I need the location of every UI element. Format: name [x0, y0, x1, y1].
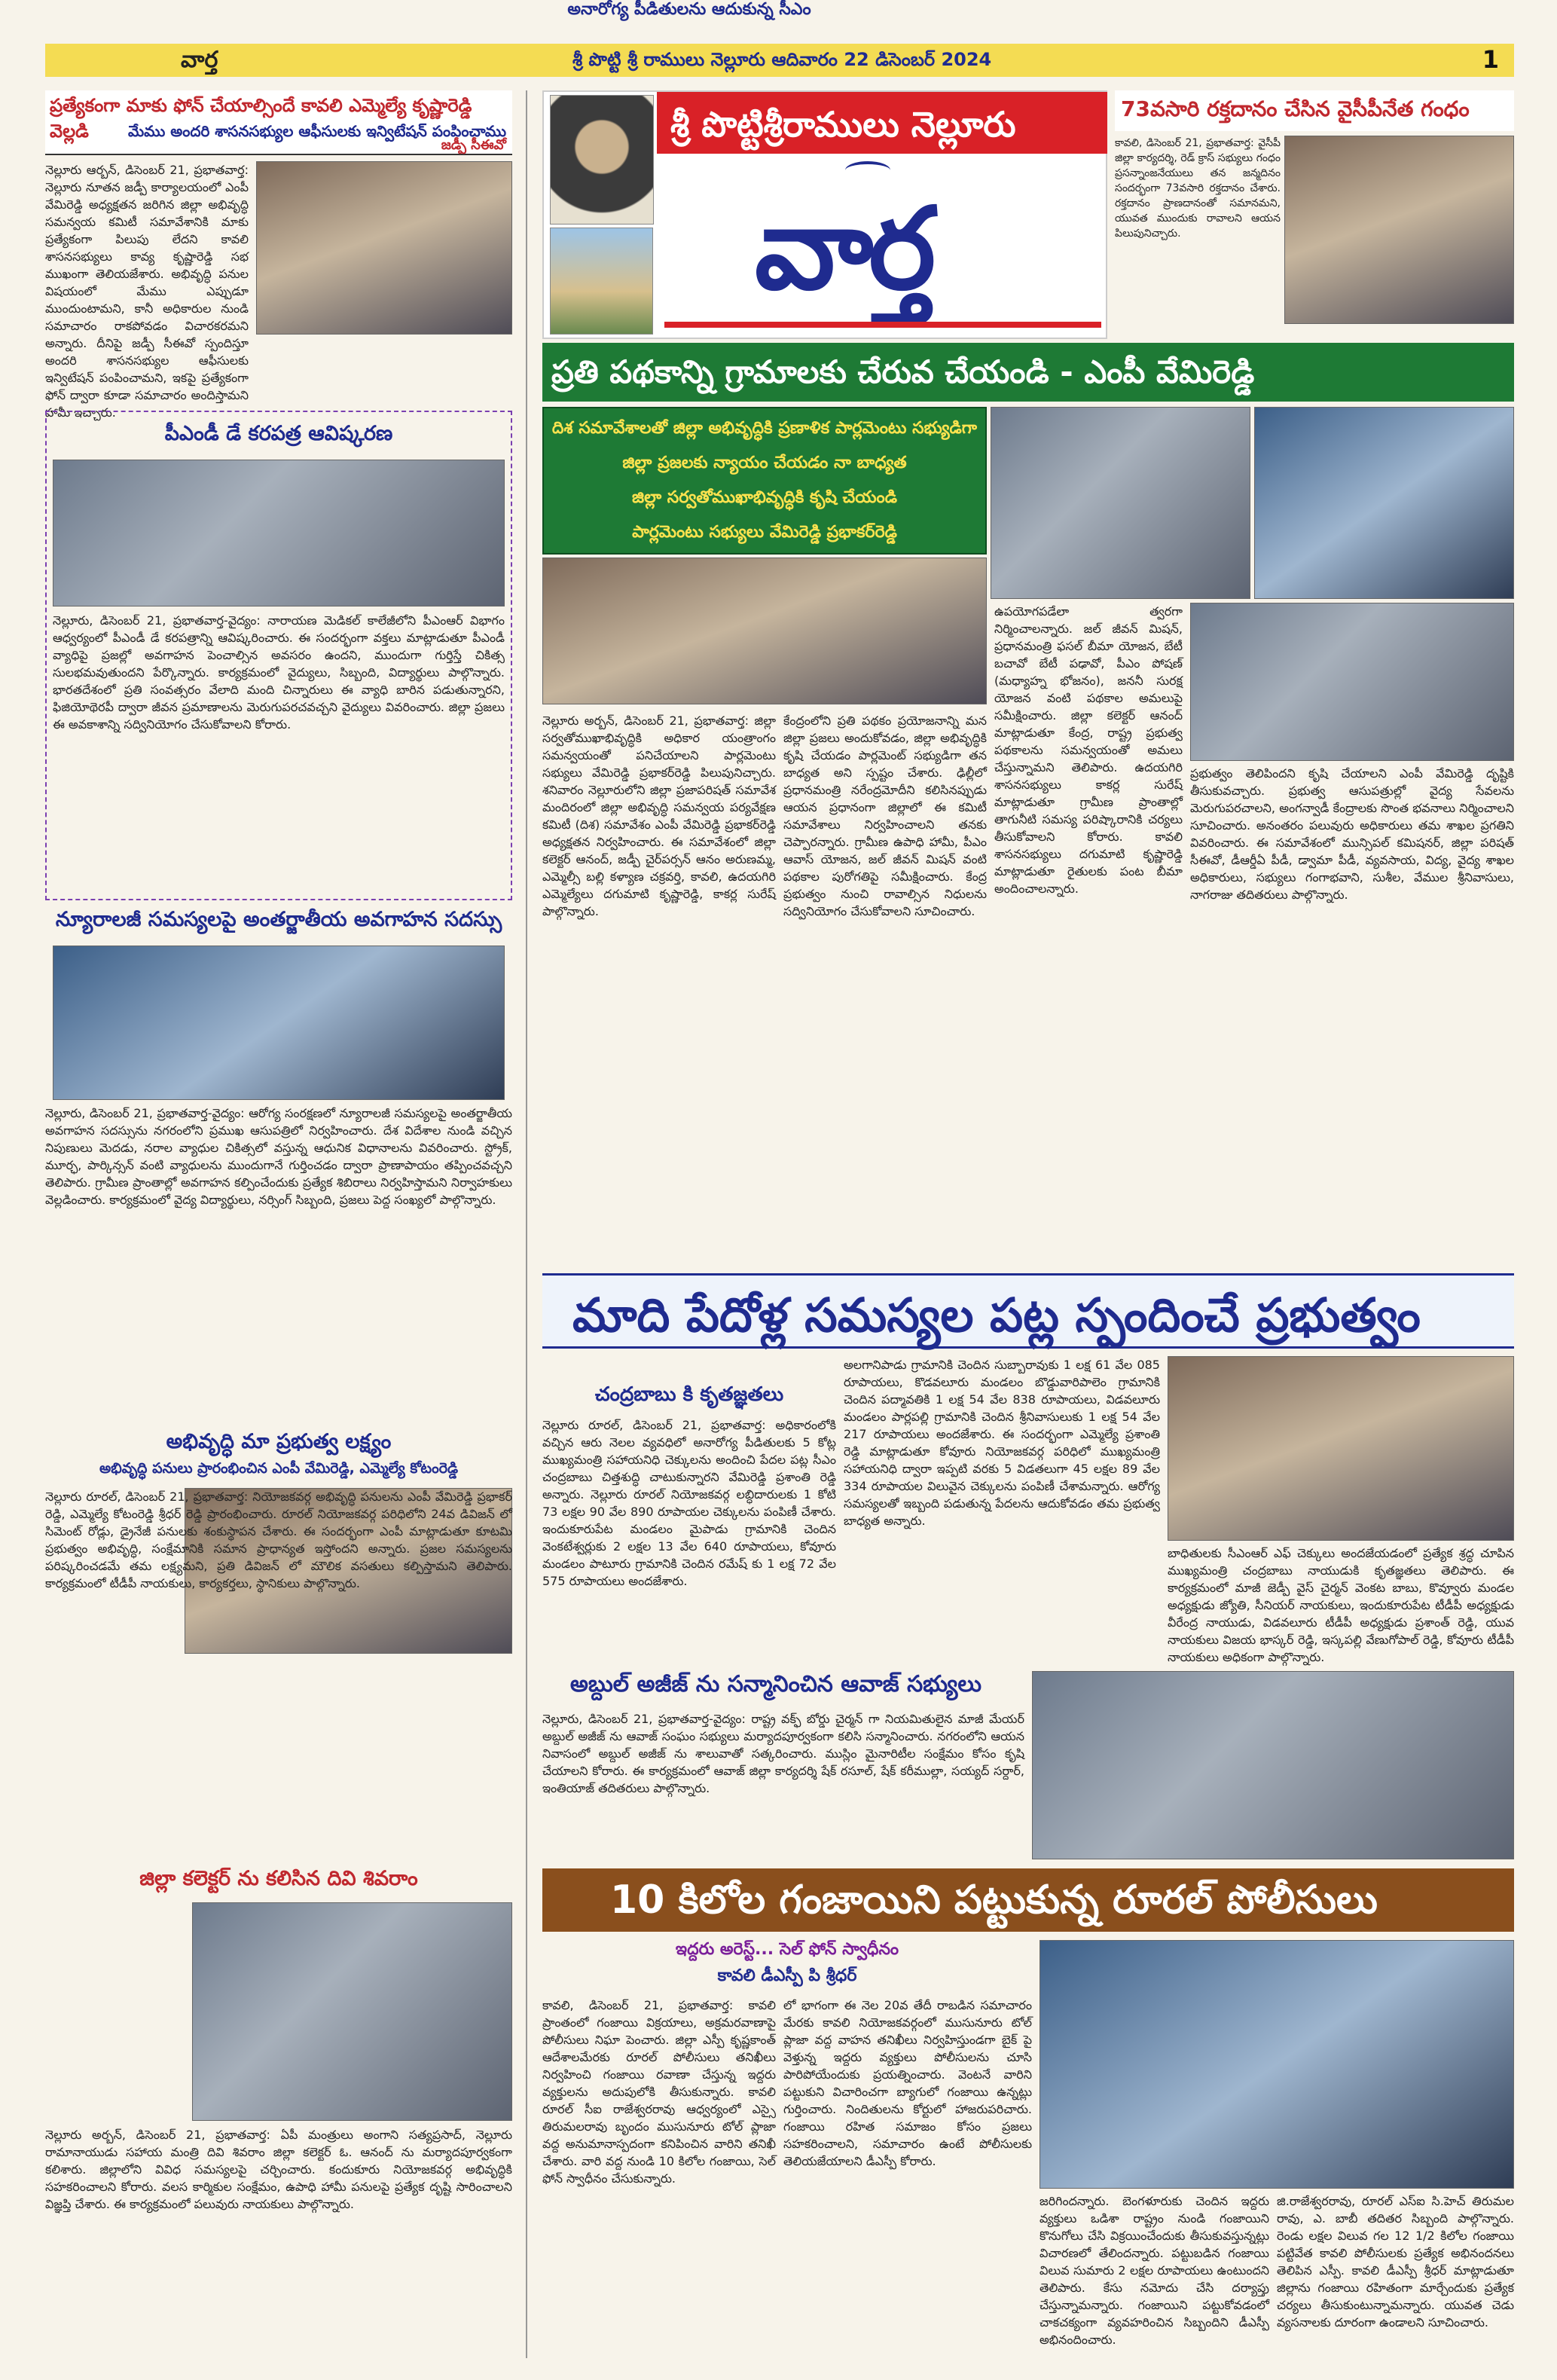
collector-photo [192, 1902, 512, 2121]
lead-story-byline: జడ్పీ సీఈవో [441, 137, 506, 153]
cmrf-banner [542, 1273, 1514, 1349]
cmrf-col-3: బాధితులకు సీఎంఆర్ ఎఫ్ చెక్కులు అందజేయడంలో ప్రత్యేక శ్రద్ధ చూపిన ముఖ్యమంత్రి చంద్రబాబు నాయుడుకి కృతజ్ఞతలు తెలిపారు. ఈ కార్యక్రమంలో మాజీ జెడ్పీ వైస్ చైర్మన్ వెంకట బాబు, కొవ్వూరు మండల అధ్యక్షుడు జ్యోతి, సీనియర్ నాయకులు, ఇందుకూరుపేట టీడీపీ అధ్యక్షుడు వీరేంద్ర నాయుడు, విడవలూరు టీడీపీ అధ్యక్షుడు ప్రశాంత్ రెడ్డి, యువ నాయకులు విజయ భాస్కర్ రెడ్డి, ఇస్కపల్లి వేణుగోపాల్ రెడ్డి, కోవూరు టీడీపీ నాయకులు అధికంగా పాల్గొన్నారు. [1168, 1546, 1514, 1664]
disha-line-2: జిల్లా ప్రజలకు న్యాయం చేయడం నా బాధ్యత [622, 454, 907, 472]
masthead-underline [664, 322, 1101, 328]
collector-body: నెల్లూరు అర్బన్, డిసెంబర్ 21, ప్రభాతవార్త: ఏపీ మంత్రులు అంగాని సత్యప్రసాద్, నెల్లూరు రామానాయుడు సహాయ మంత్రి దివి శివరాం జిల్లా కలెక్టర్ ఓ. ఆనంద్ ను మర్యాదపూర్వకంగా కలిశారు. జిల్లాలోని వివిధ సమస్యలపై చర్చించారు. కందుకూరు నియోజకవర్గ అభివృద్ధికి సహకరించాలని కోరారు. వలస కార్మికుల సంక్షేమం, ఉపాధి హామీ పనులపై ప్రత్యేక దృష్టి సారించాలని విజ్ఞప్తి చేశారు. ఈ కార్యక్రమంలో పలువురు నాయకులు పాల్గొన్నారు. [45, 2128, 512, 2211]
pmd-photo [53, 460, 505, 606]
cmrf-subhead-2: చంద్రబాబు కి కృతజ్ఞతలు [594, 1383, 784, 1406]
disha-photo-main [542, 558, 987, 704]
disha-photo-audience [1190, 603, 1514, 761]
dove-icon [845, 161, 890, 179]
lead-story-subhead: మేము అందరి శాసనసభ్యుల ఆఫీసులకు ఇన్విటేషన్ పంపించాము [128, 122, 506, 140]
blood-donation-body: కావలి, డిసెంబర్ 21, ప్రభాతవార్త: వైసీపీ జిల్లా కార్యదర్శి, రెడ్ క్రాస్ సభ్యులు గంధం ప్రసన్నాంజనేయులు తన జన్మదినం సందర్భంగా 73వసారి రక్తదానం చేశారు. రక్తదానం ప్రాణదానంతో సమానమని, యువత ముందుకు రావాలని ఆయన పిలుపునిచ్చారు. [1115, 137, 1281, 240]
disha-banner-title: ప్రతి పథకాన్ని గ్రామాలకు చేరువ చేయండి - ఎంపీ వేమిరెడ్డి [551, 353, 1255, 390]
ganja-col-4: జి.రాజేశ్వరరావు, రూరల్ ఎస్ఐ సి.హెచ్ తిరుమల రావు, ఎ. బాబీ తదితర సిబ్బంది పాల్గొన్నారు. రెండు లక్షల విలువ గల 12 1/2 కిలోల గంజాయి పట్టివేత కావలి పోలీసులకు ప్రత్యేక అభినందనలు తెలిపిన ఎస్పీ. కావలి డీఎస్పీ శ్రీధర్ మాట్లాడుతూ జిల్లాను గంజాయి రహితంగా మార్చేందుకు ప్రత్యేక చర్యలు తీసుకుంటున్నామన్నారు. యువత చెడు వ్యసనాలకు దూరంగా ఉండాలని సూచించారు. [1277, 2194, 1514, 2330]
ganja-subhead-2: కావలి డీఎస్పీ పి శ్రీధర్ [717, 1966, 857, 1985]
cmrf-photo [1168, 1356, 1514, 1541]
cmrf-subhead-1: అనారోగ్య పీడితులను ఆదుకున్న సీఎం [567, 0, 811, 19]
cmrf-col-1: నెల్లూరు రూరల్, డిసెంబర్ 21, ప్రభాతవార్త: అధికారంలోకి వచ్చిన ఆరు నెలల వ్యవధిలో అనారోగ్య పీడితులకు 5 కోట్ల ముఖ్యమంత్రి సహాయనిధి చెక్కులను అందించి పేదల పట్ల సీఎం చంద్రబాబు చిత్తశుద్ధి చాటుకున్నారని వేమిరెడ్డి ప్రశాంతి రెడ్డి అన్నారు. నెల్లూరు రూరల్ నియోజకవర్గ లబ్ధిదారులకు 1 కోటి 73 లక్షల 90 వేల 890 రూపాయల చెక్కులను పంపిణీ చేశారు. ఇందుకూరుపేట మండలం మైపాడు గ్రామానికి చెందిన వెంకటేశ్వర్లుకు 2 లక్షల 13 వేల 640 రూపాయలు, కోవూరు మండలం పాటూరు గ్రామానికి చెందిన రమేష్ కు 1 లక్ష 72 వేల 575 రూపాయలు అందజేశారు. [542, 1418, 836, 1588]
disha-col-1: నెల్లూరు అర్బన్, డిసెంబర్ 21, ప్రభాతవార్త: జిల్లా సర్వతోముఖాభివృద్ధికి అధికార యంత్రాంగం సమన్వయంతో పనిచేయాలని పార్లమెంటు సభ్యులు వేమిరెడ్డి ప్రభాకర్‌రెడ్డి పిలుపునిచ్చారు. శనివారం నెల్లూరులోని జిల్లా ప్రజాపరిషత్ సమావేశ మందిరంలో జిల్లా అభివృద్ధి సమన్వయ పర్యవేక్షణ కమిటీ (దిశ) సమావేశం ఎంపీ వేమిరెడ్డి ప్రభాకర్‌రెడ్డి అధ్యక్షతన నిర్వహించారు. ఈ సమావేశంలో జిల్లా కలెక్టర్ ఆనంద్, జడ్పీ చైర్‌పర్సన్ ఆనం అరుణమ్మ, ఎమ్మెల్సీ బల్లి కళ్యాణ చక్రవర్తి, కావలి, ఉదయగిరి ఎమ్మెల్యేలు దగుమాటి కృష్ణారెడ్డి, కాకర్ల సురేష్ పాల్గొన్నారు. [542, 713, 776, 918]
development-subhead: అభివృద్ధి పనులు ప్రారంభించిన ఎంపీ వేమిరెడ్డి, ఎమ్మెల్యే కోటంరెడ్డి [99, 1460, 459, 1477]
neuro-photo [53, 946, 505, 1100]
disha-photo-dais [1254, 407, 1514, 599]
blood-donation-photo [1284, 136, 1514, 324]
top-bar [45, 44, 1514, 77]
ganja-banner-title: 10 కిలోల గంజాయిని పట్టుకున్న రూరల్ పోలీసులు [610, 1877, 1378, 1923]
ganja-col-2: లో భాగంగా ఈ నెల 20వ తేదీ రాబడిన సమాచారం మేరకు కావలి నియోజకవర్గంలో ముసునూరు టోల్ ప్లాజా వద్ద వాహన తనిఖీలు నిర్వహిస్తుండగా బైక్ పై వెళ్తున్న ఇద్దరు వ్యక్తులు పోలీసులను చూసి పారిపోయేందుకు ప్రయత్నించారు. వెంటనే వారిని పట్టుకుని విచారించగా బ్యాగులో గంజాయి ఉన్నట్లు గుర్తించారు. నిందితులను కోర్టులో హాజరుపరిచారు. గంజాయి రహిత సమాజం కోసం ప్రజలు సహకరించాలని, సమాచారం ఉంటే పోలీసులకు తెలియజేయాలని డీఎస్పీ కోరారు. [783, 1998, 1032, 2168]
neuro-headline: న్యూరాలజీ సమస్యలపై అంతర్జాతీయ అవగాహన సదస్సు [55, 908, 502, 931]
disha-col-3: ఉపయోగపడేలా త్వరగా నిర్మించాలన్నారు. జల్ జీవన్ మిషన్, ప్రధానమంత్రి ఫసల్ బీమా యోజన, బేటీ బచావో బేటీ పఢావో, పీఎం పోషణ్ (మధ్యాహ్న భోజనం), జననీ సురక్ష యోజన వంటి పథకాల అమలుపై సమీక్షించారు. జిల్లా కలెక్టర్ ఆనంద్ మాట్లాడుతూ కేంద్ర, రాష్ట్ర ప్రభుత్వ పథకాలను సమన్వయంతో అమలు చేస్తున్నామని తెలిపారు. ఉదయగిరి శాసనసభ్యులు కాకర్ల సురేష్ మాట్లాడుతూ గ్రామీణ ప్రాంతాల్లో తాగునీటి సమస్య పరిష్కారానికి చర్యలు తీసుకోవాలని కోరారు. కావలి శాసనసభ్యులు దగుమాటి కృష్ణారెడ్డి మాట్లాడుతూ రైతులకు పంట బీమా అందించాలన్నారు. [994, 604, 1183, 896]
pmd-body: నెల్లూరు, డిసెంబర్ 21, ప్రభాతవార్త-వైద్యం: నారాయణ మెడికల్ కాలేజీలోని పీఎంఆర్ విభాగం ఆధ్వర్యంలో పీఎండీ డే కరపత్రాన్ని ఆవిష్కరించారు. ఈ సందర్భంగా వక్తలు మాట్లాడుతూ పీఎండీ వ్యాధిపై ప్రజల్లో అవగాహన పెంచాల్సిన అవసరం ఉందని, ముందుగా గుర్తిస్తే చికిత్స సులభమవుతుందని పేర్కొన్నారు. కార్యక్రమంలో వైద్యులు, సిబ్బంది, విద్యార్థులు పాల్గొన్నారు. భారతదేశంలో ప్రతి సంవత్సరం వేలాది మంది చిన్నారులు ఈ వ్యాధి బారిన పడుతున్నారని, ఫిజియోథెరపీ ద్వారా జీవన ప్రమాణాలను మెరుగుపరచవచ్చని వైద్యులు వివరించారు. జిల్లా ప్రజలు ఈ అవకాశాన్ని సద్వినియోగం చేసుకోవాలని కోరారు. [53, 613, 505, 732]
ganja-col-3: జరిగిందన్నారు. బెంగళూరుకు చెందిన ఇద్దరు వ్యక్తులు ఒడిశా రాష్ట్రం నుండి గంజాయిని కొనుగోలు చేసి విక్రయించేందుకు తీసుకువస్తున్నట్లు విచారణలో తేలిందన్నారు. పట్టుబడిన గంజాయి విలువ సుమారు 2 లక్షల రూపాయలు ఉంటుందని తెలిపారు. కేసు నమోదు చేసి దర్యాప్తు చేస్తున్నామన్నారు. గంజాయిని పట్టుకోవడంలో చాకచక్యంగా వ్యవహరించిన సిబ్బందిని డీఎస్పీ అభినందించారు. [1040, 2194, 1269, 2347]
blood-donation-headline: 73వసారి రక్తదానం చేసిన వైసీపీనేత గంధం [1121, 96, 1470, 121]
neuro-body: నెల్లూరు, డిసెంబర్ 21, ప్రభాతవార్త-వైద్యం: ఆరోగ్య సంరక్షణలో న్యూరాలజీ సమస్యలపై అంతర్జాతీయ అవగాహన సదస్సును నగరంలోని ప్రముఖ ఆసుపత్రిలో నిర్వహించారు. దేశ విదేశాల నుండి వచ్చిన నిపుణులు మెదడు, నరాల వ్యాధుల చికిత్సలో వస్తున్న ఆధునిక విధానాలను వివరించారు. స్ట్రోక్, మూర్ఛ, పార్కిన్సన్ వంటి వ్యాధులను ముందుగానే గుర్తించడం ద్వారా ప్రాణాపాయం తప్పించవచ్చని తెలిపారు. గ్రామీణ ప్రాంతాల్లో అవగాహన కల్పించేందుకు ప్రత్యేక శిబిరాలు నిర్వహిస్తామని నిర్వాహకులు వెల్లడించారు. కార్యక్రమంలో వైద్య విద్యార్థులు, నర్సింగ్ సిబ్బంది, ప్రజలు పెద్ద సంఖ్యలో పాల్గొన్నారు. [45, 1106, 512, 1207]
disha-col-2: కేంద్రంలోని ప్రతి పథకం ప్రయోజనాన్ని మన జిల్లా ప్రజలు అందుకోవడం, జిల్లా అభివృద్ధికి కృషి చేయడం పార్లమెంట్ సభ్యుడిగా తన బాధ్యత అని స్పష్టం చేశారు. ఢిల్లీలో ప్రధానమంత్రి నరేంద్రమోదీని కలిసినప్పుడు ఆయన ప్రధానంగా జిల్లాలో ఈ కమిటీ సమావేశాలు నిర్వహించాలని తనకు చెప్పారన్నారు. గ్రామీణ ఉపాధి హామీ, పీఎం ఆవాస్ యోజన, జల్ జీవన్ మిషన్ వంటి పథకాల పురోగతిపై సమీక్షించారు. కేంద్ర ప్రభుత్వం నుంచి రావాల్సిన నిధులను సద్వినియోగం చేసుకోవాలని సూచించారు. [783, 713, 987, 918]
masthead-logo: వార్త [755, 182, 932, 315]
cmrf-banner-title: మాది పేదోళ్ల సమస్యల పట్ల స్పందించే ప్రభుత్వం [572, 1288, 1421, 1343]
column-divider [526, 90, 527, 2358]
awaz-body: నెల్లూరు, డిసెంబర్ 21, ప్రభాతవార్త-వైద్యం: రాష్ట్ర వక్ఫ్ బోర్డు చైర్మన్ గా నియమితులైన మాజీ మేయర్ అబ్దుల్ అజీజ్ ను ఆవాజ్ సంఘం సభ్యులు మర్యాదపూర్వకంగా కలిసి సన్మానించారు. నగరంలోని ఆయన నివాసంలో అబ్దుల్ అజీజ్ ను శాలువాతో సత్కరించారు. ముస్లిం మైనారిటీల సంక్షేమం కోసం కృషి చేయాలని కోరారు. ఈ కార్యక్రమంలో ఆవాజ్ జిల్లా కార్యదర్శి షేక్ రసూల్, షేక్ కరీముల్లా, సయ్యద్ సర్దార్, ఇంతియాజ్ తదితరులు పాల్గొన్నారు. [542, 1712, 1024, 1795]
founder-portrait [550, 95, 654, 225]
disha-line-1: దిశ సమావేశాలతో జిల్లా అభివృద్ధికి ప్రణాళిక పార్లమెంటు సభ్యుడిగా [551, 419, 978, 438]
ganja-banner [542, 1868, 1514, 1932]
cmrf-col-2: అలగానిపాడు గ్రామానికి చెందిన సుబ్బారావుకు 1 లక్ష 61 వేల 085 రూపాయలు, కొడవలూరు మండలం బొడ్డువారిపాలెం గ్రామానికి చెందిన పద్మావతికి 1 లక్ష 54 వేల 838 రూపాయలు, విడవలూరు మండలం పార్లపల్లి గ్రామానికి చెందిన శ్రీనివాసులుకు 1 లక్ష 54 వేల 217 రూపాయలు అందజేశారు. ఈ సందర్భంగా ఎమ్మెల్యే ప్రశాంతి రెడ్డి మాట్లాడుతూ కోవూరు నియోజకవర్గ పరిధిలో ముఖ్యమంత్రి సహాయనిధి ద్వారా ఇప్పటి వరకు 5 విడతలుగా 45 లక్షల 89 వేల 334 రూపాయల విలువైన చెక్కులను పంపిణీ చేశామన్నారు. ఆరోగ్య సమస్యలతో ఇబ్బంది పడుతున్న పేదలను ఆదుకోవడం తమ ప్రభుత్వ బాధ్యత అన్నారు. [844, 1358, 1160, 1528]
disha-col-4: ప్రభుత్వం తెలిపిందని కృషి చేయాలని ఎంపీ వేమిరెడ్డి దృష్టికి తీసుకువచ్చారు. ప్రభుత్వ ఆసుపత్రుల్లో వైద్య సేవలను మెరుగుపరచాలని, అంగన్వాడీ కేంద్రాలకు సొంత భవనాలు నిర్మించాలని సూచించారు. అనంతరం పలువురు అధికారులు తమ శాఖల ప్రగతిని వివరించారు. ఈ సమావేశంలో మున్సిపల్ కమిషనర్, జిల్లా పరిషత్ సీఈవో, డీఆర్డీఏ పీడీ, డ్వామా పీడీ, వ్యవసాయ, విద్య, వైద్య శాఖల అధికారులు, సభ్యులు గంగాభవాని, సుశీల, వేముల శ్రీనివాసులు, నాగరాజు తదితరులు పాల్గొన్నారు. [1190, 766, 1515, 902]
disha-banner [542, 343, 1514, 402]
masthead-district: శ్రీ పొట్టిశ్రీరాములు నెల్లూరు [670, 104, 1016, 145]
collector-headline: జిల్లా కలెక్టర్ ను కలిసిన దివి శివరాం [139, 1867, 418, 1890]
disha-photo-speaker [991, 407, 1250, 599]
blood-donation-headline-box [1115, 90, 1514, 131]
lead-story-photo [256, 161, 512, 335]
dateline: శ్రీ పొట్టి శ్రీ రాములు నెల్లూరు ఆదివారం 22 డిసెంబర్ 2024 [572, 49, 992, 70]
collector-body-lead [45, 1902, 188, 2121]
pmd-headline: పీఎండీ డే కరపత్ర ఆవిష్కరణ [164, 422, 393, 445]
masthead-district-band [657, 92, 1107, 154]
page-number: 1 [1482, 45, 1499, 74]
lead-story-headline-box [45, 90, 512, 155]
ganja-photo [1040, 1940, 1514, 2189]
lead-story-body: నెల్లూరు ఆర్బన్, డిసెంబర్ 21, ప్రభాతవార్త: నెల్లూరు నూతన జడ్పీ కార్యాలయంలో ఎంపీ వేమిరెడ్డి అధ్యక్షతన జరిగిన జిల్లా అభివృద్ధి సమన్వయ కమిటీ సమావేశానికి మాకు ప్రత్యేకంగా పిలుపు లేదని కావలి శాసనసభ్యులు కావ్య కృష్ణారెడ్డి సభ ముఖంగా తెలియజేశారు. అభివృద్ధి పనుల విషయంలో మేము ఎప్పుడూ ముందుంటామని, కానీ అధికారుల నుండి సమాచారం రాకపోవడం విచారకరమని అన్నారు. దీనిపై జడ్పీ సీఈవో స్పందిస్తూ అందరి శాసనసభ్యుల ఆఫీసులకు ఇన్విటేషన్ పంపించామని, ఇకపై ప్రత్యేకంగా ఫోన్ ద్వారా కూడా సమాచారం అందిస్తామని హామీ ఇచ్చారు. [45, 163, 249, 420]
awaz-headline: అబ్దుల్ అజీజ్ ను సన్మానించిన ఆవాజ్ సభ్యులు [569, 1671, 982, 1697]
ganja-col-1: కావలి, డిసెంబర్ 21, ప్రభాతవార్త: కావలి ప్రాంతంలో గంజాయి విక్రయాలు, అక్రమరవాణాపై పోలీసులు నిఘా పెంచారు. జిల్లా ఎస్పీ కృష్ణకాంత్ ఆదేశాలమేరకు రూరల్ పోలీసులు తనిఖీలు నిర్వహించి గంజాయి రవాణా చేస్తున్న ఇద్దరు వ్యక్తులను అదుపులోకి తీసుకున్నారు. కావలి రూరల్ సీఐ రాజేశ్వరరావు ఆధ్వర్యంలో ఎస్సై తిరుమలరావు బృందం ముసునూరు టోల్ ప్లాజా వద్ద అనుమానాస్పదంగా కనిపించిన వారిని తనిఖీ చేశారు. వారి వద్ద నుండి 10 కిలోల గంజాయి, సెల్ ఫోన్ స్వాధీనం చేసుకున్నారు. [542, 1998, 776, 2186]
masthead [542, 90, 1107, 339]
disha-line-3: జిల్లా సర్వతోముఖాభివృద్ధికి కృషి చేయండి [631, 488, 897, 507]
city-landmark-image [550, 228, 653, 335]
lead-story-body-continued [45, 338, 512, 407]
development-headline: అభివృద్ధి మా ప్రభుత్వ లక్ష్యం [166, 1430, 392, 1453]
development-body: నెల్లూరు రూరల్, డిసెంబర్ 21, ప్రభాతవార్త: నియోజకవర్గ అభివృద్ధి పనులను ఎంపీ వేమిరెడ్డి ప్రభాకర్ రెడ్డి, ఎమ్మెల్యే కోటంరెడ్డి శ్రీధర్ రెడ్డి ప్రారంభించారు. రూరల్ నియోజకవర్గ పరిధిలోని 24వ డివిజన్ లో సిమెంట్ రోడ్లు, డ్రైనేజీ పనులకు శంకుస్థాపన చేశారు. ఈ సందర్భంగా ఎంపీ మాట్లాడుతూ కూటమి ప్రభుత్వం అభివృద్ధి, సంక్షేమానికి సమాన ప్రాధాన్యత ఇస్తోందని అన్నారు. ప్రజల సమస్యలను పరిష్కరించడమే తమ లక్ష్యమని, ప్రతి డివిజన్ లో మౌలిక వసతులు కల్పిస్తామని తెలిపారు. కార్యక్రమంలో టీడీపీ నాయకులు, కార్యకర్తలు, స్థానికులు పాల్గొన్నారు. [45, 1489, 512, 1590]
masthead-small: వార్త [181, 47, 218, 73]
disha-highlight-box [542, 407, 987, 555]
awaz-photo [1032, 1671, 1514, 1859]
lead-story-headline: ప్రత్యేకంగా మాకు ఫోన్ చేయాల్సిందే కావలి ఎమ్మెల్యే కృష్ణారెడ్డి వెల్లడి [50, 95, 472, 142]
ganja-subhead-1: ఇద్దరు అరెస్ట్... సెల్ ఫోన్ స్వాధీనం [675, 1940, 899, 1959]
disha-line-4: పార్లమెంటు సభ్యులు వేమిరెడ్డి ప్రభాకర్‌రెడ్డి [632, 523, 897, 542]
